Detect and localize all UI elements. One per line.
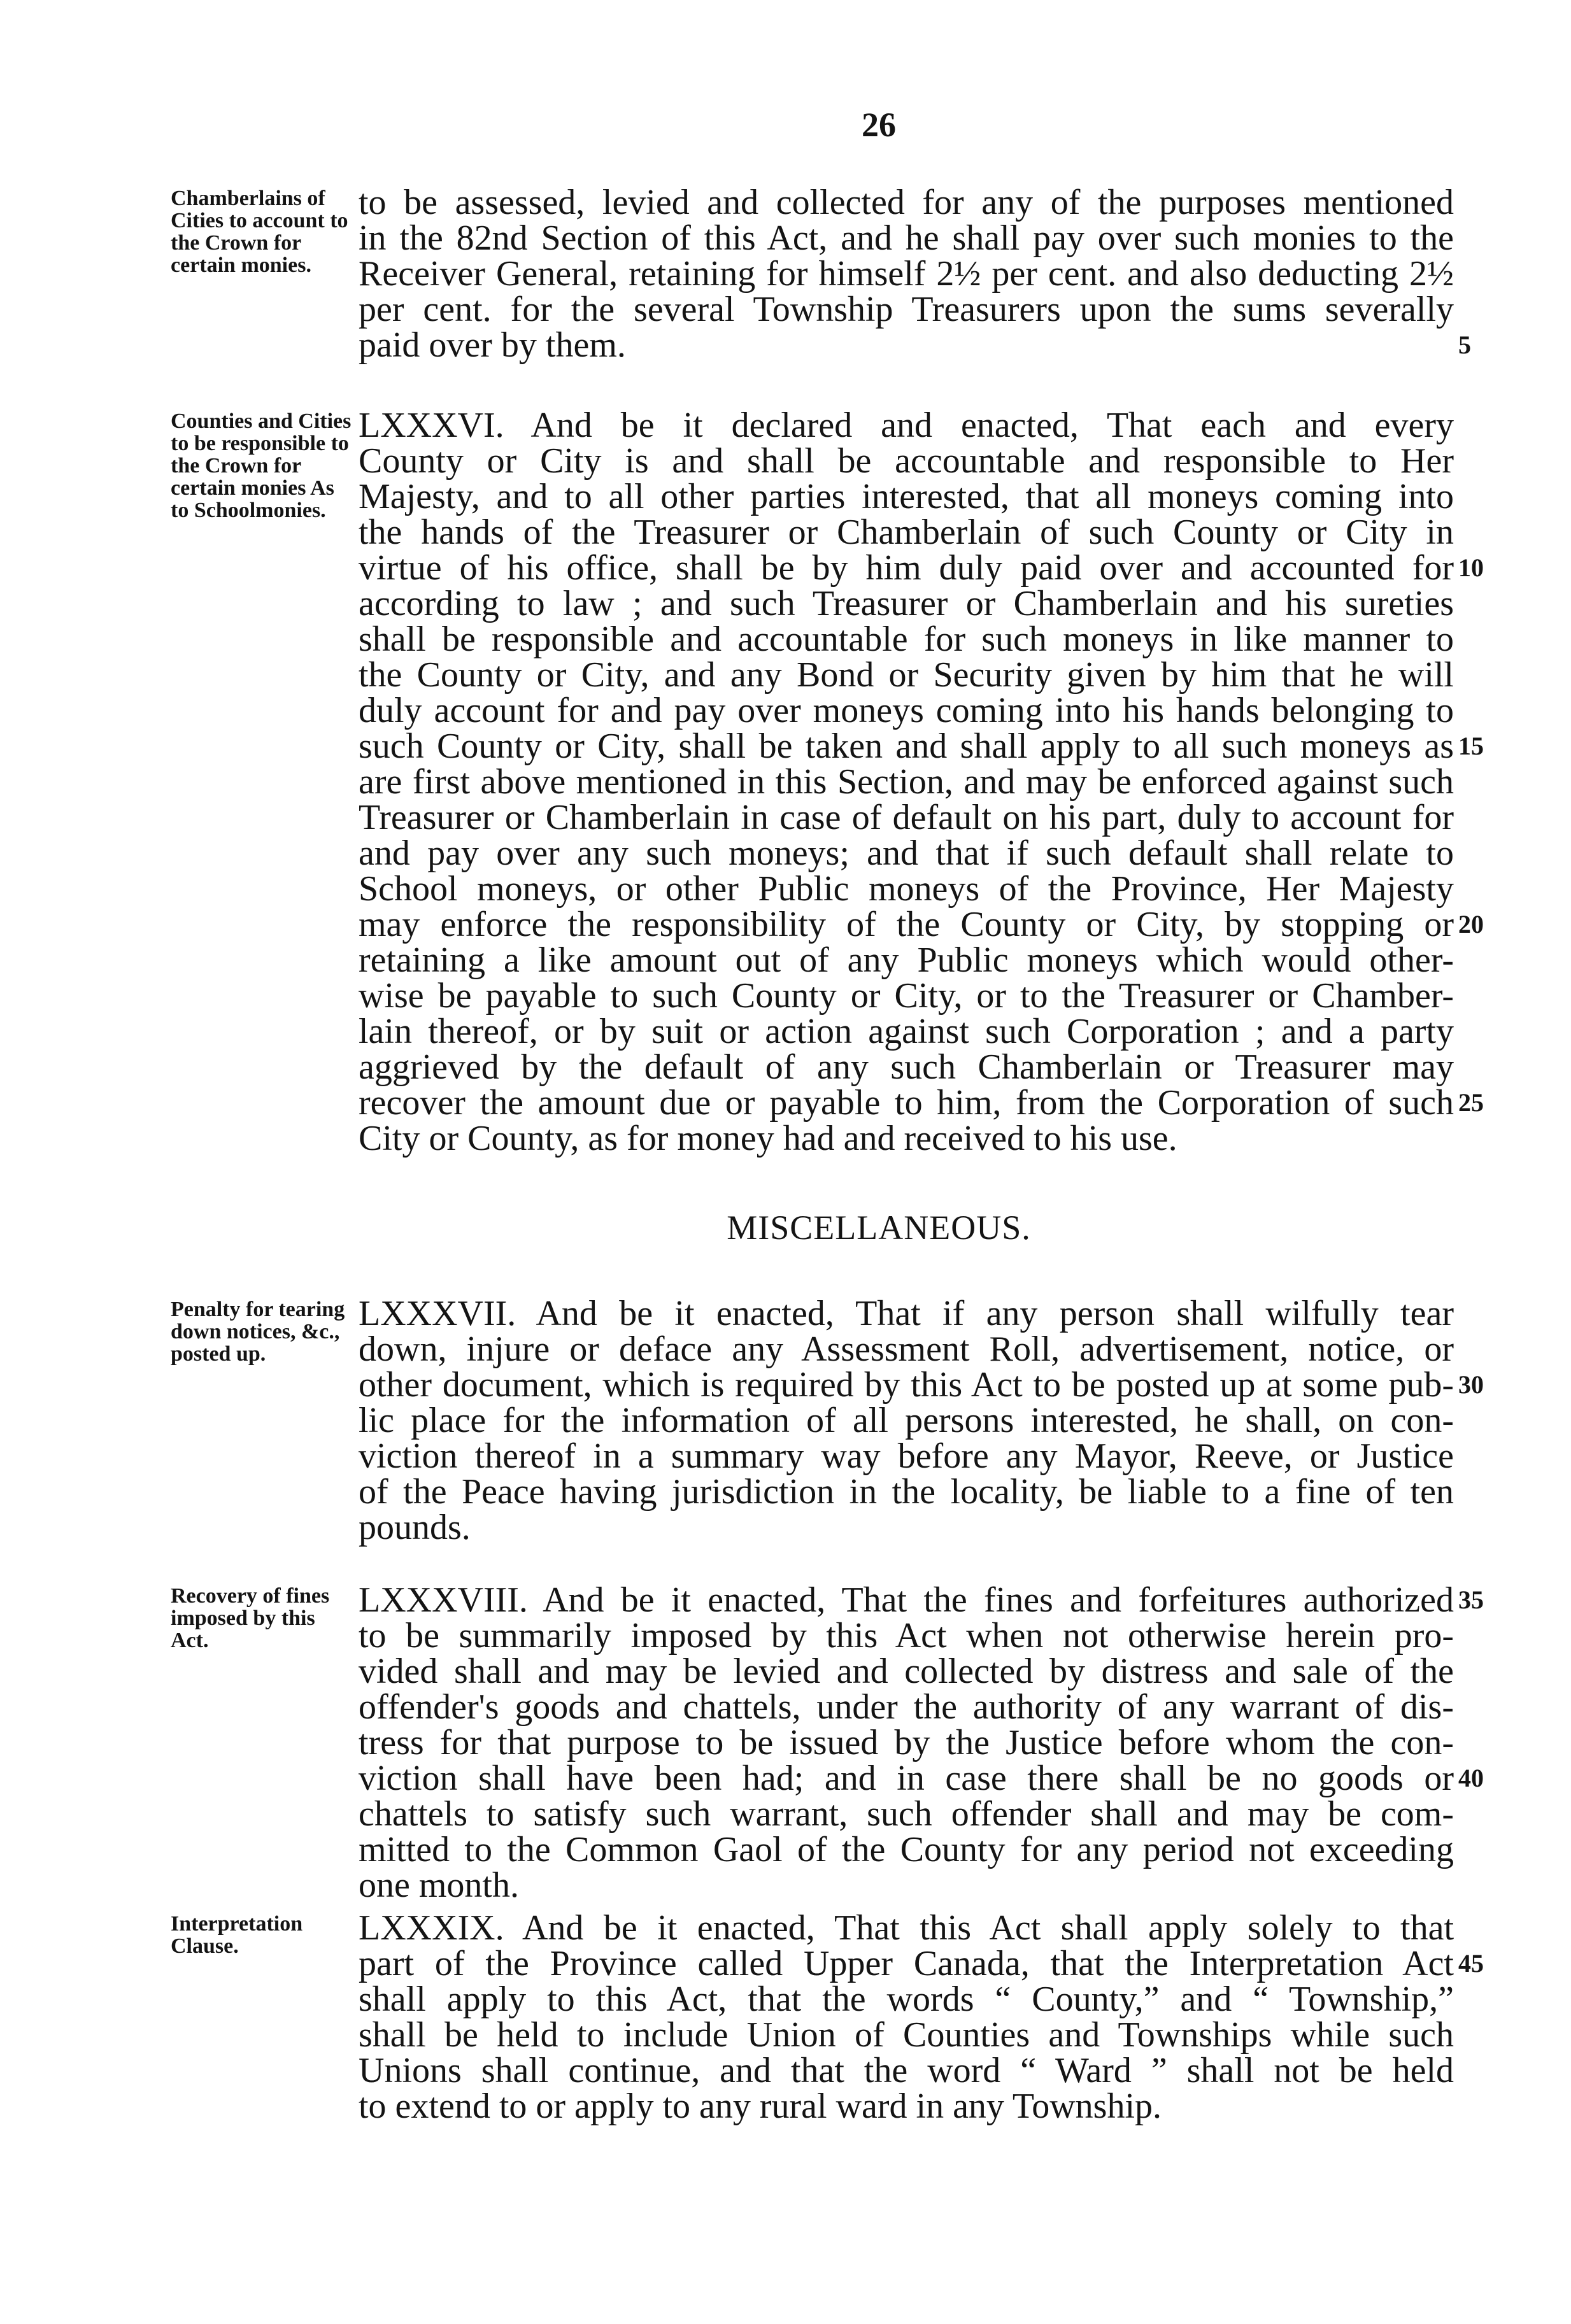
- text-line: viction shall have been had; and in case there shall be no goods or: [359, 1759, 1454, 1798]
- line-number: 10: [1458, 553, 1484, 582]
- text-line: vided shall and may be levied and collected by distress and sale of the: [359, 1652, 1454, 1691]
- line-number: 45: [1458, 1949, 1484, 1978]
- text-line: shall apply to this Act, that the words “ County,” and “ Township,”: [359, 1980, 1454, 2019]
- line-number: 15: [1458, 732, 1484, 760]
- text-line: one month.: [359, 1866, 519, 1905]
- text-line: recover the amount due or payable to him, from the Corporation of such: [359, 1083, 1454, 1123]
- text-line: shall be held to include Union of Counties and Townships while such: [359, 2015, 1454, 2055]
- text-line: part of the Province called Upper Canada, that the Interpretation Act: [359, 1944, 1454, 1983]
- text-line: other document, which is required by this Act to be posted up at some pub-: [359, 1365, 1454, 1405]
- text-line: down, injure or deface any Assessment Roll, advertisement, notice, or: [359, 1329, 1454, 1369]
- text-line: County or City is and shall be accountable and responsible to Her: [359, 441, 1454, 481]
- line-number: 35: [1458, 1585, 1484, 1614]
- line-number: 40: [1458, 1764, 1484, 1792]
- text-line: chattels to satisfy such warrant, such offender shall and may be com-: [359, 1794, 1454, 1834]
- text-line: are first above mentioned in this Section, and may be enforced against such: [359, 762, 1454, 802]
- section-heading-miscellaneous: MISCELLANEOUS.: [727, 1208, 1031, 1247]
- text-line: tress for that purpose to be issued by the Justice before whom the con-: [359, 1723, 1454, 1762]
- text-line: to extend to or apply to any rural ward in any Township.: [359, 2087, 1162, 2126]
- text-line: retaining a like amount out of any Public moneys which would other-: [359, 940, 1454, 980]
- text-line: pounds.: [359, 1508, 471, 1547]
- text-line: paid over by them.: [359, 325, 626, 365]
- text-line: duly account for and pay over moneys coming into his hands belonging to: [359, 691, 1454, 730]
- text-line: School moneys, or other Public moneys of the Province, Her Majesty: [359, 869, 1454, 909]
- text-line: per cent. for the several Township Treasurers upon the sums severally: [359, 290, 1454, 329]
- text-line: mitted to the Common Gaol of the County for any period not exceeding: [359, 1830, 1454, 1869]
- margin-note: Penalty for tearing down notices, &c., posted up.: [171, 1298, 345, 1366]
- text-line: Unions shall continue, and that the word “ Ward ” shall not be held: [359, 2051, 1454, 2090]
- margin-note: Recovery of fines imposed by this Act.: [171, 1584, 330, 1652]
- text-line: offender's goods and chattels, under the authority of any warrant of dis-: [359, 1687, 1454, 1727]
- text-line: the County or City, and any Bond or Security given by him that he will: [359, 655, 1454, 695]
- text-line: LXXXVII. And be it enacted, That if any person shall wilfully tear: [359, 1294, 1454, 1333]
- text-line: in the 82nd Section of this Act, and he shall pay over such monies to the: [359, 218, 1454, 258]
- text-line: Receiver General, retaining for himself 2½ per cent. and also deducting 2½: [359, 254, 1454, 294]
- line-number: 20: [1458, 910, 1484, 939]
- text-line: such County or City, shall be taken and shall apply to all such moneys as: [359, 726, 1454, 766]
- margin-note: Counties and Cities to be responsible to the Crown for certain monies As to Schoolmonies.: [171, 409, 352, 522]
- text-line: lic place for the information of all persons interested, he shall, on con-: [359, 1401, 1454, 1440]
- margin-note: Chamberlains of Cities to account to the Crown for certain monies.: [171, 187, 348, 277]
- line-number: 30: [1458, 1370, 1484, 1399]
- text-line: of the Peace having jurisdiction in the locality, be liable to a fine of ten: [359, 1472, 1454, 1512]
- text-line: virtue of his office, shall be by him duly paid over and accounted for: [359, 548, 1454, 588]
- text-line: and pay over any such moneys; and that if such default shall relate to: [359, 833, 1454, 873]
- text-line: the hands of the Treasurer or Chamberlain of such County or City in: [359, 513, 1454, 552]
- line-number: 25: [1458, 1088, 1484, 1117]
- text-line: to be summarily imposed by this Act when not otherwise herein pro-: [359, 1616, 1454, 1655]
- text-line: viction thereof in a summary way before any Mayor, Reeve, or Justice: [359, 1436, 1454, 1476]
- text-line: City or County, as for money had and received to his use.: [359, 1119, 1177, 1158]
- text-line: LXXXVIII. And be it enacted, That the fines and forfeitures authorized: [359, 1580, 1454, 1620]
- text-line: may enforce the responsibility of the County or City, by stopping or: [359, 905, 1454, 944]
- page-number: 26: [862, 106, 896, 144]
- text-line: LXXXVI. And be it declared and enacted, That each and every: [359, 406, 1454, 445]
- text-line: shall be responsible and accountable for such moneys in like manner to: [359, 620, 1454, 659]
- text-line: wise be payable to such County or City, or to the Treasurer or Chamber-: [359, 976, 1454, 1016]
- text-line: to be assessed, levied and collected for any of the purposes mentioned: [359, 183, 1454, 222]
- text-line: according to law ; and such Treasurer or Chamberlain and his sureties: [359, 584, 1454, 623]
- text-line: lain thereof, or by suit or action against such Corporation ; and a party: [359, 1012, 1454, 1051]
- text-line: LXXXIX. And be it enacted, That this Act shall apply solely to that: [359, 1908, 1454, 1948]
- text-line: Treasurer or Chamberlain in case of default on his part, duly to account for: [359, 798, 1454, 837]
- text-line: aggrieved by the default of any such Chamberlain or Treasurer may: [359, 1047, 1454, 1087]
- margin-note: Interpretation Clause.: [171, 1912, 303, 1958]
- line-number: 5: [1458, 330, 1471, 359]
- text-line: Majesty, and to all other parties interested, that all moneys coming into: [359, 477, 1454, 516]
